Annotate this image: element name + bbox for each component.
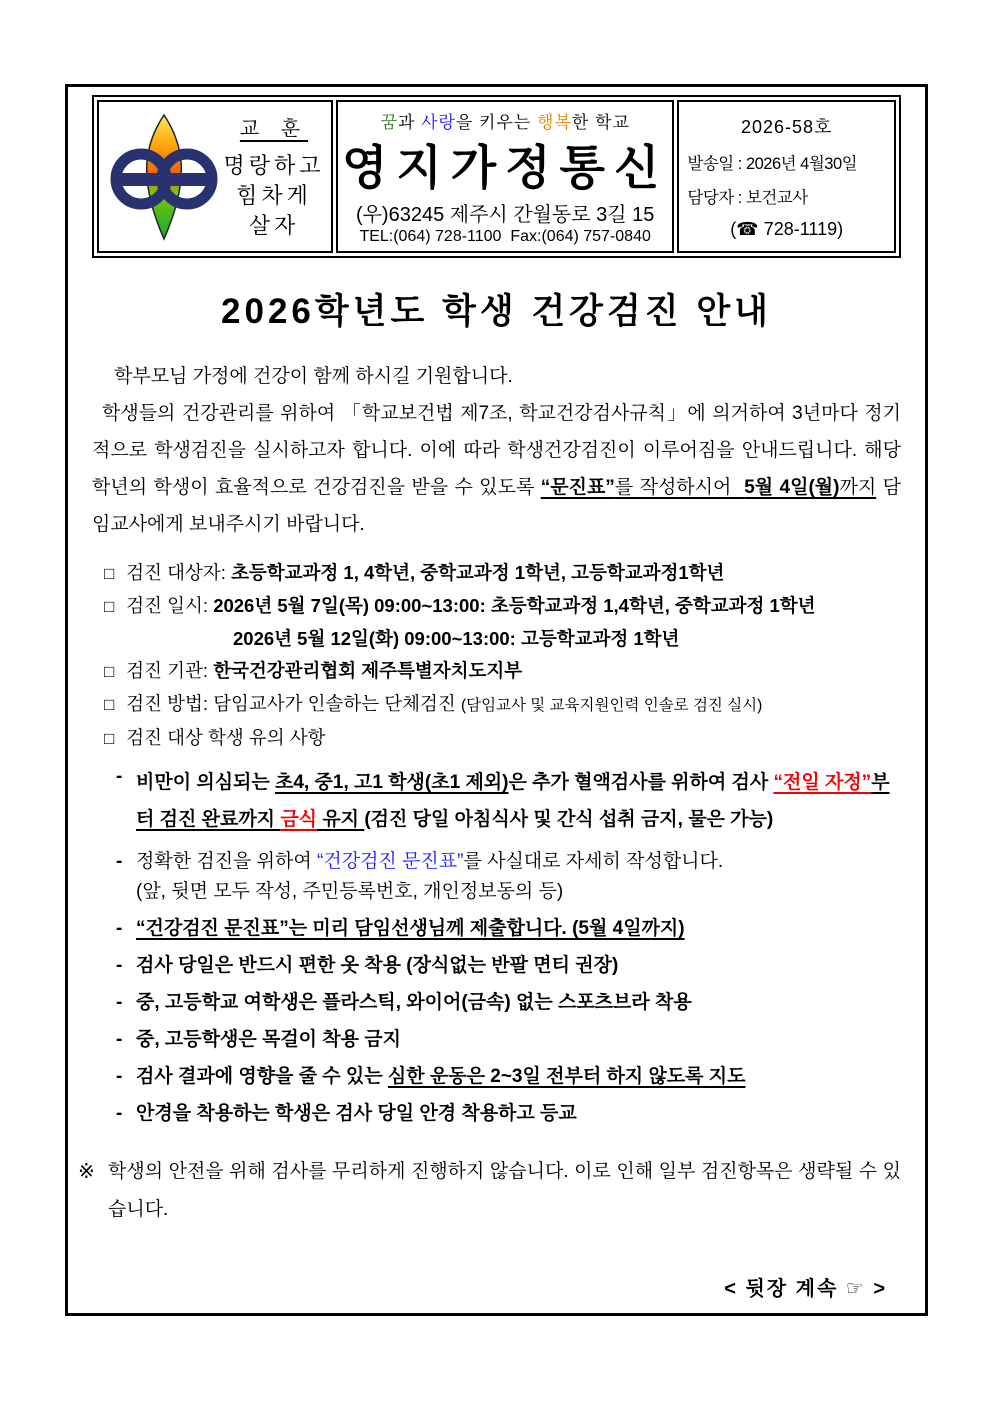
note-submit <box>116 916 901 942</box>
school-logo-emblem <box>108 113 220 241</box>
manager: 담당자 : 보건교사 <box>687 189 808 208</box>
note-text: 비만이 의심되는 <box>136 772 276 793</box>
note-text: 유지 <box>317 809 365 830</box>
safety-disclaimer-text: 학생의 안전을 위해 검사를 무리하게 진행하지 않습니다. 이로 인해 일부 검진항목은 생략될 수 있습니다. <box>108 1161 901 1220</box>
intro-paragraph <box>92 395 907 543</box>
motto-line-2: 힘차게 <box>236 183 312 208</box>
intro-section <box>92 358 907 543</box>
item-value: 한국건강관리협회 제주특별자치도지부 <box>213 660 523 681</box>
note-text: 안경을 착용하는 학생은 검사 당일 안경 착용하고 등교 <box>136 1103 577 1124</box>
list-item-method <box>104 692 901 717</box>
due-date-emphasis: 5월 4일(월) <box>744 477 840 498</box>
note-no-necklace <box>116 1027 901 1053</box>
dash-bullet: - <box>116 1029 123 1050</box>
header-title-cell <box>336 100 674 253</box>
motto-block <box>223 112 325 241</box>
newsletter-title: 영지가정통신 <box>341 141 669 194</box>
note-fasting <box>116 764 901 838</box>
slogan-text: 과 <box>397 113 422 132</box>
dash-bullet: - <box>116 955 123 976</box>
note-text: 은 추가 혈액검사를 위하여 검사 <box>508 772 774 793</box>
intro-text: 학생들의 건강관리를 위하여 「학교보건법 제7조, 학교건강검사규칙」에 의거하여 3년마다 정기적으로 학생검진을 실시하고자 합니다. 이에 따라 학생건강검진이 이루어짐을 안내드립니다. 해당 학년의 학생이 효율적으로 건강검진을 받을 수 있도록 <box>92 403 907 498</box>
item-label: 검진 대상자: <box>126 562 232 583</box>
dash-bullet: - <box>116 766 123 787</box>
dash-bullet: - <box>116 1066 123 1087</box>
safety-disclaimer <box>78 1153 901 1229</box>
note-questionnaire-fill <box>116 849 901 875</box>
note-text: “건강검진 문진표”는 미리 담임선생님께 제출합니다. (5월 4일까지) <box>136 918 685 939</box>
item-label: 검진 일시: <box>126 595 214 616</box>
note-no-exercise <box>116 1064 901 1090</box>
item-label: 검진 방법: <box>126 693 214 714</box>
item-note: (담임교사 및 교육지원인력 인솔로 검진 실시) <box>460 697 763 714</box>
send-date: 발송일 : 2026년 4월30일 <box>687 154 858 173</box>
note-glasses <box>116 1101 901 1127</box>
note-clothing <box>116 953 901 979</box>
list-item-precautions <box>104 726 901 750</box>
checkup-info-list <box>92 561 901 750</box>
note-text: 중, 고등학생은 목걸이 착용 금지 <box>136 1029 401 1050</box>
slogan-text: 한 학교 <box>571 113 630 132</box>
school-logo <box>105 113 223 241</box>
list-item-schedule-line2: 2026년 5월 12일(화) 09:00~13:00: 고등학교과정 1학년 <box>233 628 680 649</box>
item-value: 담임교사가 인솔하는 단체검진 <box>213 693 461 714</box>
slogan-text: 을 키우는 <box>455 113 538 132</box>
checkbox-icon: □ <box>104 597 115 616</box>
list-item-agency <box>104 659 901 683</box>
note-midnight-emphasis: “전일 자정” <box>773 772 872 793</box>
questionnaire-emphasis: “문진표” <box>540 477 615 498</box>
note-sports-bra <box>116 990 901 1016</box>
note-target-grades: 초4, 중1, 고1 학생(초1 제외) <box>275 772 509 793</box>
note-text: 검사 당일은 반드시 편한 옷 착용 (장식없는 반팔 면티 권장) <box>136 955 619 976</box>
item-value: 초등학교과정 1, 4학년, 중학교과정 1학년, 고등학교과정1학년 <box>231 562 725 583</box>
list-item-target <box>104 561 901 585</box>
continue-next-page-label: < 뒷장 계속 ☞ > <box>724 1278 887 1300</box>
school-contact: TEL:(064) 728-1100 Fax:(064) 757-0840 <box>359 228 651 245</box>
slogan-happy: 행복 <box>537 113 572 132</box>
motto-title: 교 훈 <box>239 118 309 140</box>
list-item-schedule <box>104 594 901 618</box>
dash-bullet: - <box>116 992 123 1013</box>
checkbox-icon: □ <box>104 564 115 583</box>
item-value: 2026년 5월 7일(목) 09:00~13:00: 초등학교과정 1,4학년, 중학교과정 1학년 <box>213 595 816 616</box>
header-table <box>92 95 901 258</box>
checkbox-icon: □ <box>104 662 115 681</box>
dash-bullet: - <box>116 1103 123 1124</box>
slogan-dream: 꿈 <box>380 113 398 132</box>
dash-bullet: - <box>116 851 123 872</box>
item-label: 검진 기관: <box>126 660 214 681</box>
motto-line-3: 살자 <box>248 213 300 238</box>
page-border-frame <box>65 84 928 1316</box>
note-questionnaire-link-text: “건강검진 문진표” <box>317 851 464 872</box>
header-motto-cell <box>97 100 333 253</box>
precaution-notes <box>92 764 901 1127</box>
school-address: (우)63245 제주시 간월동로 3길 15 <box>355 204 655 226</box>
note-text: 정확한 검진을 위하여 <box>136 851 318 872</box>
intro-text: 까지 <box>839 477 877 498</box>
slogan-love: 사랑 <box>421 113 456 132</box>
note-fasting-emphasis: 금식 <box>280 809 318 830</box>
intro-text: 를 작성하시어 <box>614 477 745 498</box>
phone-number: (☎ 728-1119) <box>730 218 844 239</box>
issue-number: 2026-58호 <box>740 117 833 138</box>
note-text: 검사 결과에 영향을 줄 수 있는 <box>136 1066 388 1087</box>
motto-line-1: 명랑하고 <box>223 153 325 178</box>
note-text: 중, 고등학교 여학생은 플라스틱, 와이어(금속) 없는 스포츠브라 착용 <box>136 992 692 1013</box>
note-text: 부터 검진 완료까지 <box>136 772 890 830</box>
note-exercise-emphasis: 심한 운동은 2~3일 전부터 하지 않도록 지도 <box>387 1066 746 1087</box>
checkbox-icon: □ <box>104 729 115 748</box>
note-questionnaire-detail: (앞, 뒷면 모두 작성, 주민등록번호, 개인정보동의 등) <box>136 881 564 902</box>
dash-bullet: - <box>116 918 123 939</box>
header-issue-cell <box>677 100 896 253</box>
item-label: 검진 대상 학생 유의 사항 <box>126 727 326 748</box>
note-text: 를 사실대로 자세히 작성합니다. <box>463 851 724 872</box>
note-text: (검진 당일 아침식사 및 간식 섭취 금지, 물은 가능) <box>364 809 774 830</box>
school-slogan <box>380 108 629 133</box>
checkbox-icon: □ <box>104 695 115 714</box>
document-title: 2026학년도 학생 건강검진 안내 <box>221 292 772 331</box>
intro-text: 담임교사에게 보내주시기 바랍니다. <box>92 477 901 535</box>
reference-mark: ※ <box>78 1161 95 1183</box>
greeting-line: 학부모님 가정에 건강이 함께 하시길 기원합니다. <box>114 366 513 387</box>
